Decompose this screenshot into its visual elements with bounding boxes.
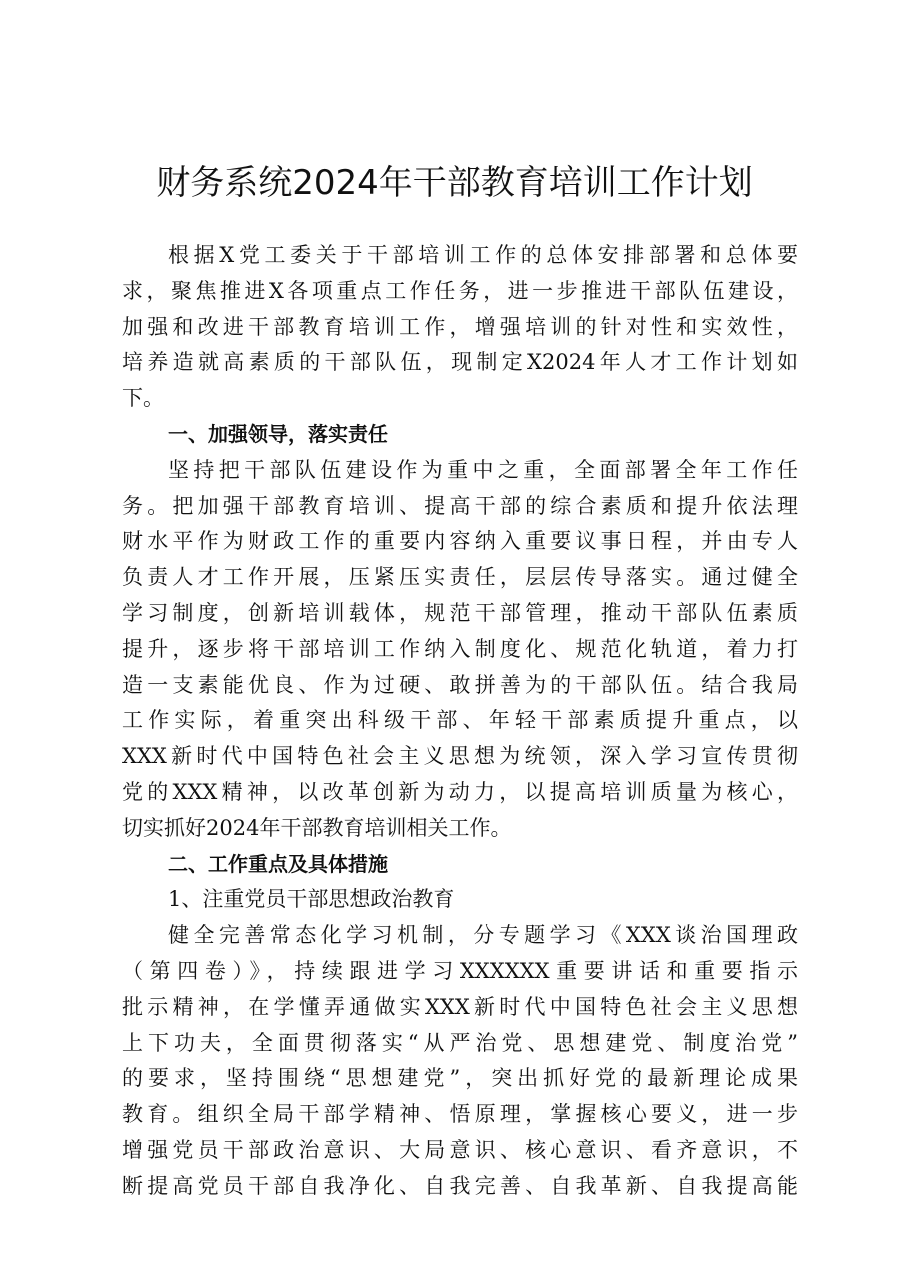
section-heading: 一、加强领导，落实责任 (168, 421, 388, 446)
body-line: （第四卷）》，持续跟进学习XXXXXX重要讲话和重要指示 (122, 958, 798, 983)
body-line: 造一支素能优良、作为过硬、敢拼善为的干部队伍。结合我局 (122, 672, 798, 697)
body-line: 培养造就高素质的干部队伍，现制定X2024年人才工作计划如 (122, 350, 798, 375)
body-line: 的要求，坚持围绕“思想建党”，突出抓好党的最新理论成果 (122, 1066, 798, 1091)
section-heading: 二、工作重点及具体措施 (168, 851, 388, 876)
body-line: 务。把加强干部教育培训、提高干部的综合素质和提升依法理 (122, 493, 798, 518)
body-line: 增强党员干部政治意识、大局意识、核心意识、看齐意识，不 (122, 1137, 798, 1162)
body-line: 坚持把干部队伍建设作为重中之重，全面部署全年工作任 (168, 457, 798, 482)
body-line: 提升，逐步将干部培训工作纳入制度化、规范化轨道，着力打 (122, 636, 798, 661)
body-line: 断提高党员干部自我净化、自我完善、自我革新、自我提高能 (122, 1173, 798, 1198)
body-line: 党的XXX精神，以改革创新为动力，以提高培训质量为核心， (122, 779, 798, 804)
body-line: XXX新时代中国特色社会主义思想为统领，深入学习宣传贯彻 (122, 744, 798, 769)
body-line: 加强和改进干部教育培训工作，增强培训的针对性和实效性， (122, 314, 798, 339)
body-line: 求，聚焦推进X各项重点工作任务，进一步推进干部队伍建设， (122, 278, 798, 303)
body-line: 批示精神，在学懂弄通做实XXX新时代中国特色社会主义思想 (122, 994, 798, 1019)
body-line: 健全完善常态化学习机制，分专题学习《XXX谈治国理政 (168, 923, 798, 948)
body-line: 切实抓好2024年干部教育培训相关工作。 (122, 815, 512, 840)
body-line: 工作实际，着重突出科级干部、年轻干部素质提升重点，以 (122, 708, 798, 733)
body-line: 财水平作为财政工作的重要内容纳入重要议事日程，并由专人 (122, 529, 798, 554)
body-line: 上下功夫，全面贯彻落实“从严治党、思想建党、制度治党” (122, 1030, 798, 1055)
body-line: 负责人才工作开展，压紧压实责任，层层传导落实。通过健全 (122, 565, 798, 590)
body-line: 根据X党工委关于干部培训工作的总体安排部署和总体要 (168, 243, 798, 267)
document-body (122, 238, 798, 1205)
body-line: 下。 (122, 386, 164, 411)
body-line: 教育。组织全局干部学精神、悟原理，掌握核心要义，进一步 (122, 1102, 798, 1127)
document-title: 财务系统2024年干部教育培训工作计划 (156, 163, 753, 203)
body-line: 学习制度，创新培训载体，规范干部管理，推动干部队伍素质 (122, 600, 798, 625)
subsection-heading: 1、注重党员干部思想政治教育 (168, 887, 455, 912)
